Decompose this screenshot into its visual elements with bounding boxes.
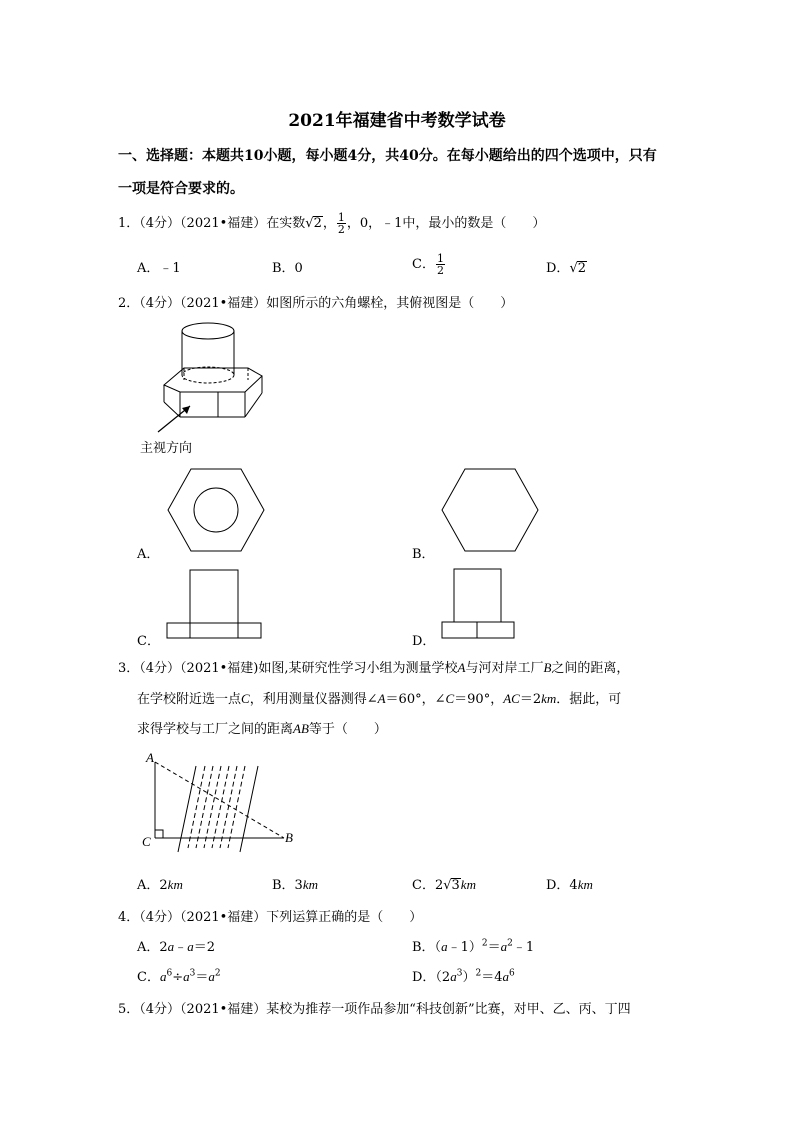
q3-option-d[interactable]: D．4km: [546, 877, 593, 893]
q2-option-d-figure: [441, 568, 515, 639]
q3-option-b[interactable]: B．3km: [272, 877, 318, 893]
section-header-line2: 一项是符合要求的。: [118, 181, 244, 197]
q4-option-a[interactable]: A．2a﹣a＝2: [137, 939, 215, 955]
q1-prefix: 1．（4分）（2021•福建）在实数: [118, 216, 306, 231]
q2-option-b-figure: [440, 468, 540, 552]
q3-option-c[interactable]: C．2√3km: [412, 877, 476, 893]
question-2: 2．（4分）（2021•福建）如图所示的六角螺栓，其俯视图是（ ）: [118, 296, 514, 311]
question-3-line1: 3．（4分）（2021•福建)如图,某研究性学习小组为测量学校A与河对岸工厂B之间的距离，: [118, 660, 630, 676]
q1-option-c[interactable]: C． $\frac{1}{2}$: [412, 252, 444, 277]
q3-option-a[interactable]: A．2km: [137, 877, 183, 893]
q1-rest: ，0，﹣1中，最小的数是（ ）: [346, 216, 546, 231]
question-1: 1．（4分）（2021•福建）在实数√2， $\frac{1}{2}$ ，0，﹣1中，最小的数是（ ）: [118, 211, 546, 236]
figure-point-a: A: [146, 750, 154, 765]
question-3-line3: 求得学校与工厂之间的距离AB等于（ ）: [137, 721, 387, 737]
q1-option-d[interactable]: D．√2: [546, 261, 587, 276]
question-3-line2: 在学校附近选一点C，利用测量仪器测得∠A＝60°，∠C＝90°，AC＝2km．据此，可: [137, 691, 622, 707]
q4-option-c[interactable]: C．$a^6\div a^3=a^2$: [137, 968, 221, 985]
page-title: 2021年福建省中考数学试卷: [288, 111, 506, 131]
bolt-figure: [150, 320, 280, 435]
q1-option-a[interactable]: A．﹣1: [137, 261, 181, 276]
q2-option-d[interactable]: D．: [412, 634, 436, 649]
figure-point-c: C: [142, 834, 151, 849]
q2-option-c-figure: [166, 569, 262, 639]
question-4: 4．（4分）（2021•福建）下列运算正确的是（ ）: [118, 910, 423, 925]
q1-sqrt: √2: [305, 216, 322, 231]
q1-fraction: $\frac{1}{2}$: [337, 211, 345, 236]
q2-option-a-figure: [166, 468, 266, 552]
q2-option-a[interactable]: A．: [137, 547, 160, 562]
figure-point-b: B: [285, 830, 293, 845]
q4-option-b[interactable]: B．$(a﹣1)^2=a^2﹣1$: [412, 938, 535, 955]
river-figure: [138, 752, 298, 852]
question-5: 5．（4分）（2021•福建）某校为推荐一项作品参加“科技创新”比赛，对甲、乙、丙、丁四: [118, 1002, 631, 1017]
section-header-line1: 一、选择题：本题共10小题，每小题4分，共40分。在每小题给出的四个选项中，只有: [118, 148, 657, 164]
q2-option-b[interactable]: B．: [412, 547, 435, 562]
view-direction-label: 主视方向: [140, 441, 193, 456]
q2-option-c[interactable]: C．: [137, 634, 160, 649]
q1-option-b[interactable]: B．0: [272, 261, 303, 276]
q4-option-d[interactable]: D．$(2a^3)^2=4a^6$: [412, 968, 515, 985]
